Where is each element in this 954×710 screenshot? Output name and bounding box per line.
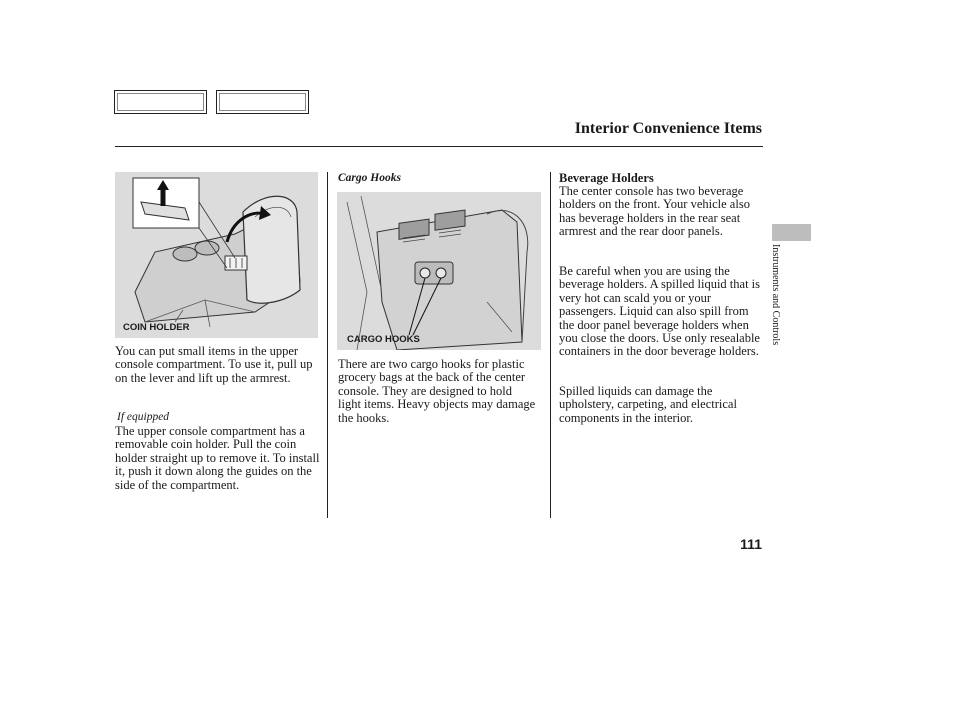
column-divider-1 bbox=[327, 172, 328, 518]
coin-holder-illustration bbox=[115, 172, 318, 338]
coin-holder-caption: COIN HOLDER bbox=[123, 322, 190, 333]
cargo-hooks-illustration bbox=[337, 192, 541, 350]
coin-holder-paragraph bbox=[115, 425, 320, 492]
page-number: 111 bbox=[740, 536, 762, 552]
console-usage-paragraph bbox=[115, 345, 320, 385]
cargo-hooks-paragraph bbox=[338, 358, 538, 425]
beverage-holders-paragraph-2 bbox=[559, 265, 764, 359]
coin-holder-text: The upper console compartment has a removable coin holder. Pull the coin holder straight up to remove it. To install it, push it down along the guides on the side of the compartment. bbox=[115, 424, 320, 492]
beverage-holders-text-1: The center console has two beverage holders on the front. Your vehicle also has beverage holders in the rear seat armrest and the rear door panels. bbox=[559, 184, 750, 239]
column-divider-2 bbox=[550, 172, 551, 518]
coin-holder-drawing bbox=[115, 172, 318, 338]
beverage-holders-heading: Beverage Holders bbox=[559, 171, 654, 185]
header-rule bbox=[115, 146, 763, 147]
cargo-hooks-text: There are two cargo hooks for plastic grocery bags at the back of the center console. They are designed to hold light items. Heavy objects may damage the hooks. bbox=[338, 357, 536, 425]
nav-box-previous[interactable] bbox=[114, 90, 207, 114]
section-tab-label: Instruments and Controls bbox=[770, 244, 781, 346]
beverage-holders-text-3: Spilled liquids can damage the upholstery, carpeting, and electrical components in the interior. bbox=[559, 384, 737, 425]
beverage-holders-paragraph-1 bbox=[559, 185, 764, 239]
cargo-hooks-caption: CARGO HOOKS bbox=[347, 334, 420, 345]
cargo-hooks-drawing bbox=[337, 192, 541, 350]
beverage-holders-paragraph-3 bbox=[559, 385, 764, 425]
page-title: Interior Convenience Items bbox=[574, 120, 762, 137]
if-equipped-label: If equipped bbox=[117, 411, 170, 423]
nav-box-next[interactable] bbox=[216, 90, 309, 114]
cargo-hooks-heading: Cargo Hooks bbox=[338, 172, 401, 184]
console-usage-text: You can put small items in the upper console compartment. To use it, pull up on the lever and lift up the armrest. bbox=[115, 344, 313, 385]
section-tab-marker[interactable] bbox=[772, 224, 811, 241]
beverage-holders-text-2: Be careful when you are using the beverage holders. A spilled liquid that is very hot can scald you or your passengers. Liquid can also spill from the door panel beverage holders when you close the doors. Use only resealable containers in the door beverage holders. bbox=[559, 264, 761, 359]
